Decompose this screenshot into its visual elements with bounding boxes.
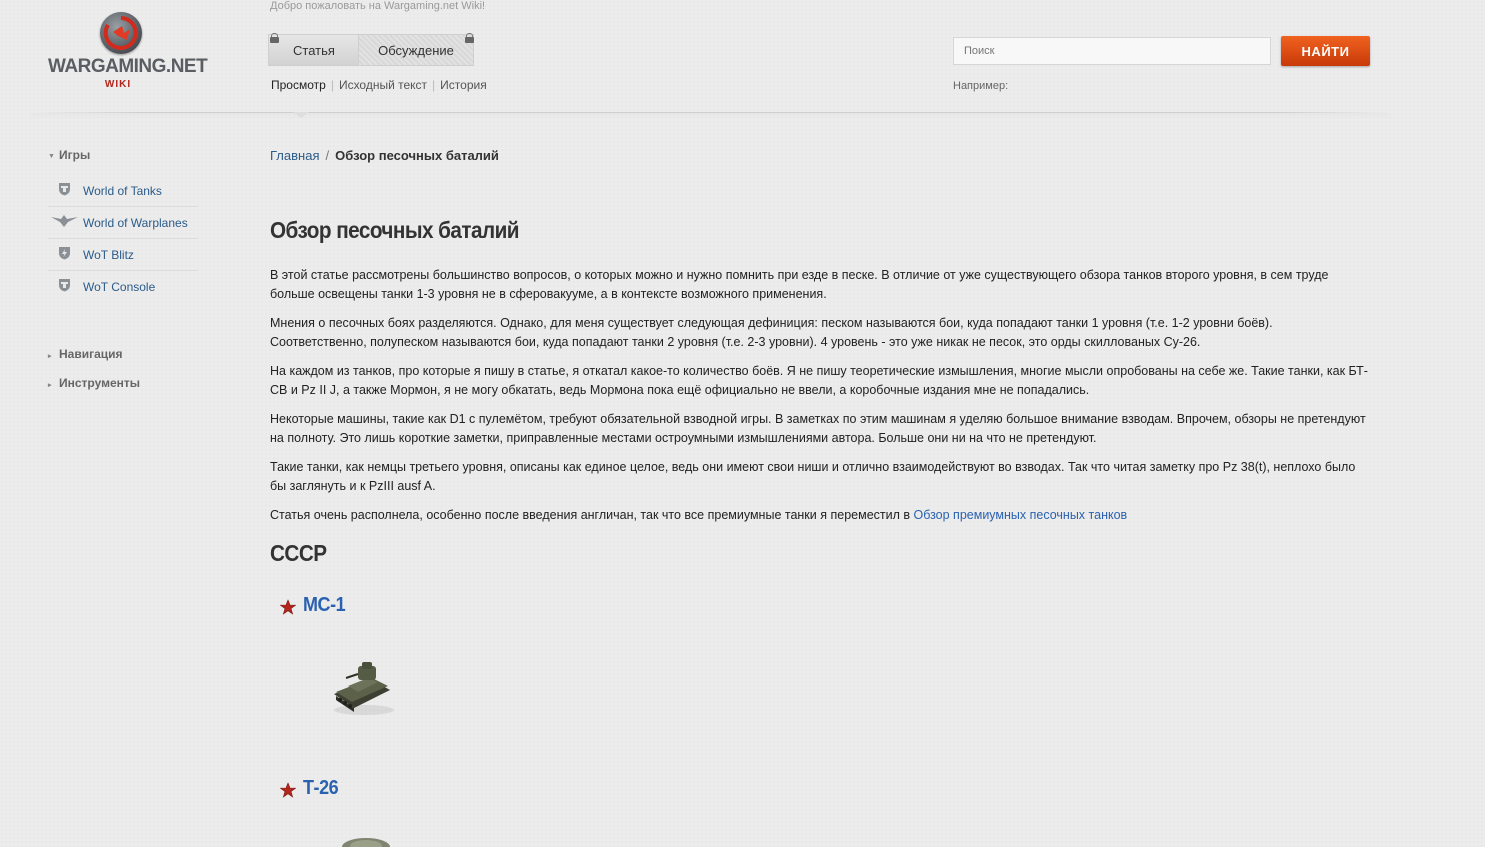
shield-icon xyxy=(58,182,71,196)
paragraph: В этой статье рассмотрены большинство вопросов, о которых можно и нужно помнить при езде в песке. В отличие от уже существующего обзора танков второго уровня, в сем труде больше освещены танки 1-3 уровня не в сферовакууме, а в контексте возможного применения. xyxy=(270,268,1329,301)
sidebar-item-world-of-tanks[interactable] xyxy=(48,175,198,207)
separator: | xyxy=(330,78,334,92)
view-link-read[interactable]: Просмотр xyxy=(271,78,326,92)
breadcrumb xyxy=(270,148,499,163)
view-links xyxy=(271,78,487,92)
sidebar-item-label: WoT Console xyxy=(83,280,156,294)
tab-article[interactable]: Статья xyxy=(268,34,360,66)
tank-name-link[interactable]: МС-1 xyxy=(303,594,346,616)
sidebar-item-label: World of Warplanes xyxy=(83,216,188,230)
section-title-ussr: СССР xyxy=(270,540,327,566)
paragraph: Некоторые машины, такие как D1 с пулемётом, требуют обязательной взводной игры. В заметках по этим машинам я уделяю большое внимание взводам. Впрочем, обзоры не претендуют на полноту. Это лишь короткие заметки, приправленные местами остроумными измышлениями автора. Больше они ни на что не претендуют. xyxy=(270,412,1366,445)
star-icon xyxy=(280,599,296,620)
header-divider xyxy=(30,112,1390,113)
lock-icon xyxy=(270,33,279,42)
logo-subtitle: WIKI xyxy=(104,79,132,90)
sidebar-item-label: WoT Blitz xyxy=(83,248,134,262)
chevron-right-icon: ▸ xyxy=(48,382,52,389)
paragraph: Такие танки, как немцы третьего уровня, описаны как единое целое, ведь они имеют свои ниши и отлично взаимодействуют во взводах. Так что читая заметку про Pz 38(t), неплохо было бы заглянуть и к PzIII ausf A. xyxy=(270,460,1356,493)
wargaming-emblem-icon xyxy=(100,12,142,54)
lock-icon xyxy=(465,33,474,42)
paragraph xyxy=(270,506,1370,525)
sidebar-item-label: World of Tanks xyxy=(83,184,162,198)
tank-image-ms1[interactable] xyxy=(328,650,398,725)
paragraph: На каждом из танков, про которые я пишу в статье, я откатал какое-то количество боёв. Я не пишу теоретические измышления, многие мысли опробованы на себе же. Такие танки, как БТ-СВ и Pz II J, а также Мормон, я не могу обкатать, ведь Мормона пока ещё официально не ввели, а коробочные издания мне не попадались. xyxy=(270,364,1368,397)
paragraph: Мнения о песочных боях разделяются. Однако, для меня существует следующая дефиниция: песком называются бои, куда попадают танки 1 уровня (т.е. 1-2 уровни боёв). Соответственно, полупеском называются бои, куда попадают танки 2 уровня (т.е. 2-3 уровни). 4 уровень - это уже никак не песок, это орды скиллованых Су-26. xyxy=(270,316,1273,349)
chevron-right-icon: ▸ xyxy=(48,353,52,360)
shield-icon xyxy=(58,278,71,292)
sidebar-heading-label: Навигация xyxy=(59,347,123,361)
sidebar-item-wot-blitz[interactable] xyxy=(48,239,198,271)
sidebar-heading-label: Инструменты xyxy=(59,376,141,390)
sidebar-item-world-of-warplanes[interactable] xyxy=(48,207,198,239)
search-example-label: Например: xyxy=(953,80,1009,92)
sidebar-item-wot-console[interactable] xyxy=(48,271,198,302)
wings-icon xyxy=(51,214,78,228)
sidebar-heading-games[interactable] xyxy=(48,148,90,162)
sidebar-heading-tools[interactable] xyxy=(48,376,140,390)
breadcrumb-current: Обзор песочных баталий xyxy=(335,148,499,163)
paragraph-text: Статья очень располнела, особенно после введения англичан, так что все премиумные танки я переместил в xyxy=(270,508,914,522)
sidebar-heading-navigation[interactable] xyxy=(48,347,123,361)
blitz-shield-icon xyxy=(58,246,71,260)
chevron-down-icon: ▼ xyxy=(48,153,55,160)
header-notch xyxy=(293,112,309,118)
header xyxy=(0,0,1485,115)
page-title: Обзор песочных баталий xyxy=(270,217,519,243)
article-body xyxy=(270,266,1370,535)
tank-image-t26[interactable] xyxy=(328,833,398,847)
star-icon xyxy=(280,782,296,803)
tank-name-link[interactable]: Т-26 xyxy=(303,777,339,799)
sidebar-heading-label: Игры xyxy=(59,148,91,162)
search-button[interactable]: НАЙТИ xyxy=(1281,36,1370,66)
view-link-source[interactable]: Исходный текст xyxy=(338,78,428,92)
welcome-text: Добро пожаловать на Wargaming.net Wiki! xyxy=(270,0,486,12)
separator: | xyxy=(432,78,436,92)
view-link-history[interactable]: История xyxy=(440,78,487,92)
search-input[interactable] xyxy=(953,37,1271,65)
wargaming-wiki-logo[interactable] xyxy=(48,12,208,92)
tab-discussion[interactable]: Обсуждение xyxy=(358,34,474,66)
logo-text: WARGAMING.NET xyxy=(48,56,208,77)
breadcrumb-separator: / xyxy=(325,148,330,163)
sidebar-games-list xyxy=(48,175,198,302)
premium-tanks-link[interactable]: Обзор премиумных песочных танков xyxy=(913,508,1128,522)
breadcrumb-home-link[interactable]: Главная xyxy=(270,148,320,163)
